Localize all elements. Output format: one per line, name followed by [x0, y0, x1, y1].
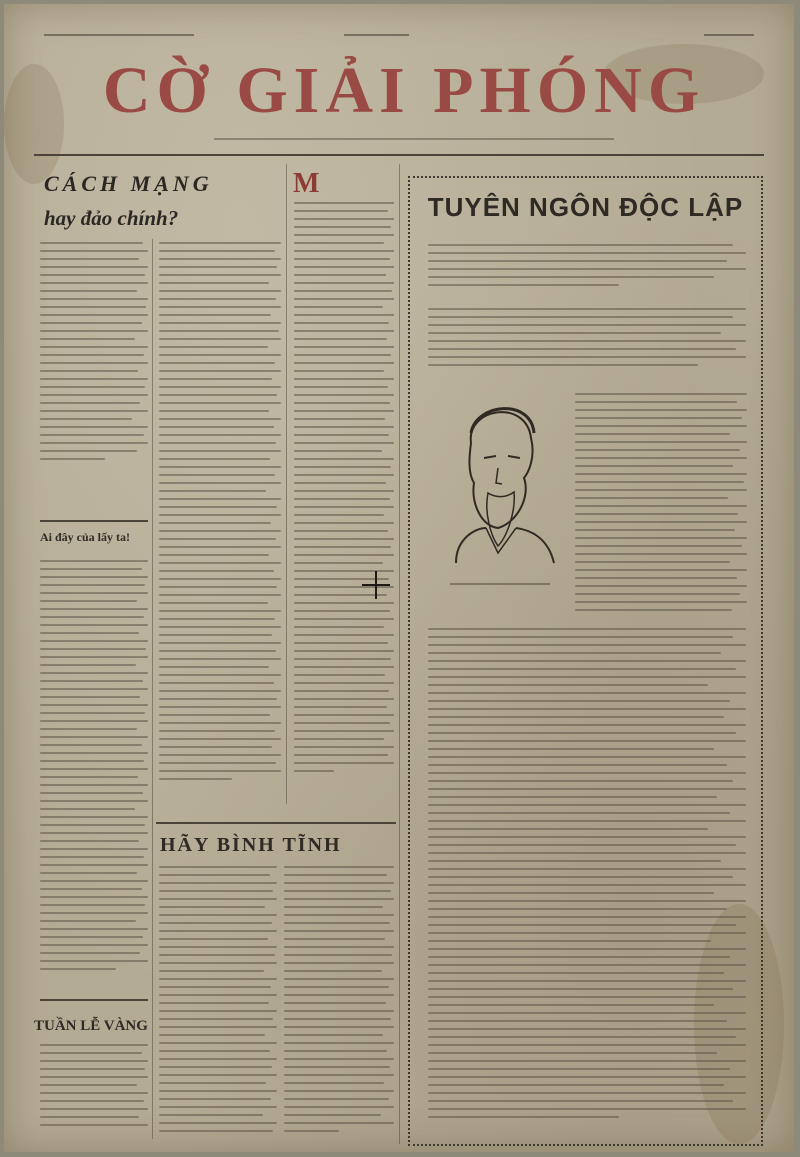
sidebar-2-headline: TUẦN LỄ VÀNG [34, 1018, 148, 1034]
column-divider [286, 164, 287, 804]
section-rule [40, 999, 148, 1001]
sidebar-2-text [40, 1044, 148, 1134]
masthead-title: CỜ GIẢI PHÓNG [102, 54, 706, 127]
revolution-article-column-2 [159, 242, 281, 807]
column-divider [152, 239, 153, 1139]
newspaper-page [4, 4, 794, 1152]
revolution-headline: CÁCH MẠNG [44, 171, 213, 196]
column-divider [399, 164, 400, 1144]
portrait-illustration [436, 388, 561, 568]
section-rule [156, 822, 396, 824]
declaration-text-right [575, 393, 747, 623]
declaration-text-top [428, 308, 746, 388]
section-rule [40, 520, 148, 522]
revolution-drop-cap: M [293, 168, 320, 199]
masthead-subtitle-line [214, 138, 614, 140]
declaration-text-bottom [428, 628, 746, 1138]
price-line [704, 34, 754, 36]
declaration-headline: TUYÊN NGÔN ĐỘC LẬP [427, 192, 744, 222]
masthead-rule [34, 154, 764, 156]
calm-article-column-2 [284, 866, 394, 1141]
crosshair-cursor-icon [360, 569, 392, 601]
portrait-caption-line [450, 583, 550, 585]
calm-article-column-1 [159, 866, 277, 1141]
calm-headline: HÃY BÌNH TĨNH [160, 834, 342, 856]
sidebar-1-headline: Ai đây của lấy ta! [40, 530, 130, 544]
revolution-article-column-1 [40, 242, 148, 512]
revolution-article-column-3 [294, 202, 394, 807]
revolution-subheadline: hay đảo chính? [44, 206, 179, 230]
issue-info-line [44, 34, 194, 36]
sidebar-1-text [40, 560, 148, 980]
declaration-box [408, 176, 763, 1146]
issue-number-line [344, 34, 409, 36]
declaration-intro [428, 244, 746, 304]
